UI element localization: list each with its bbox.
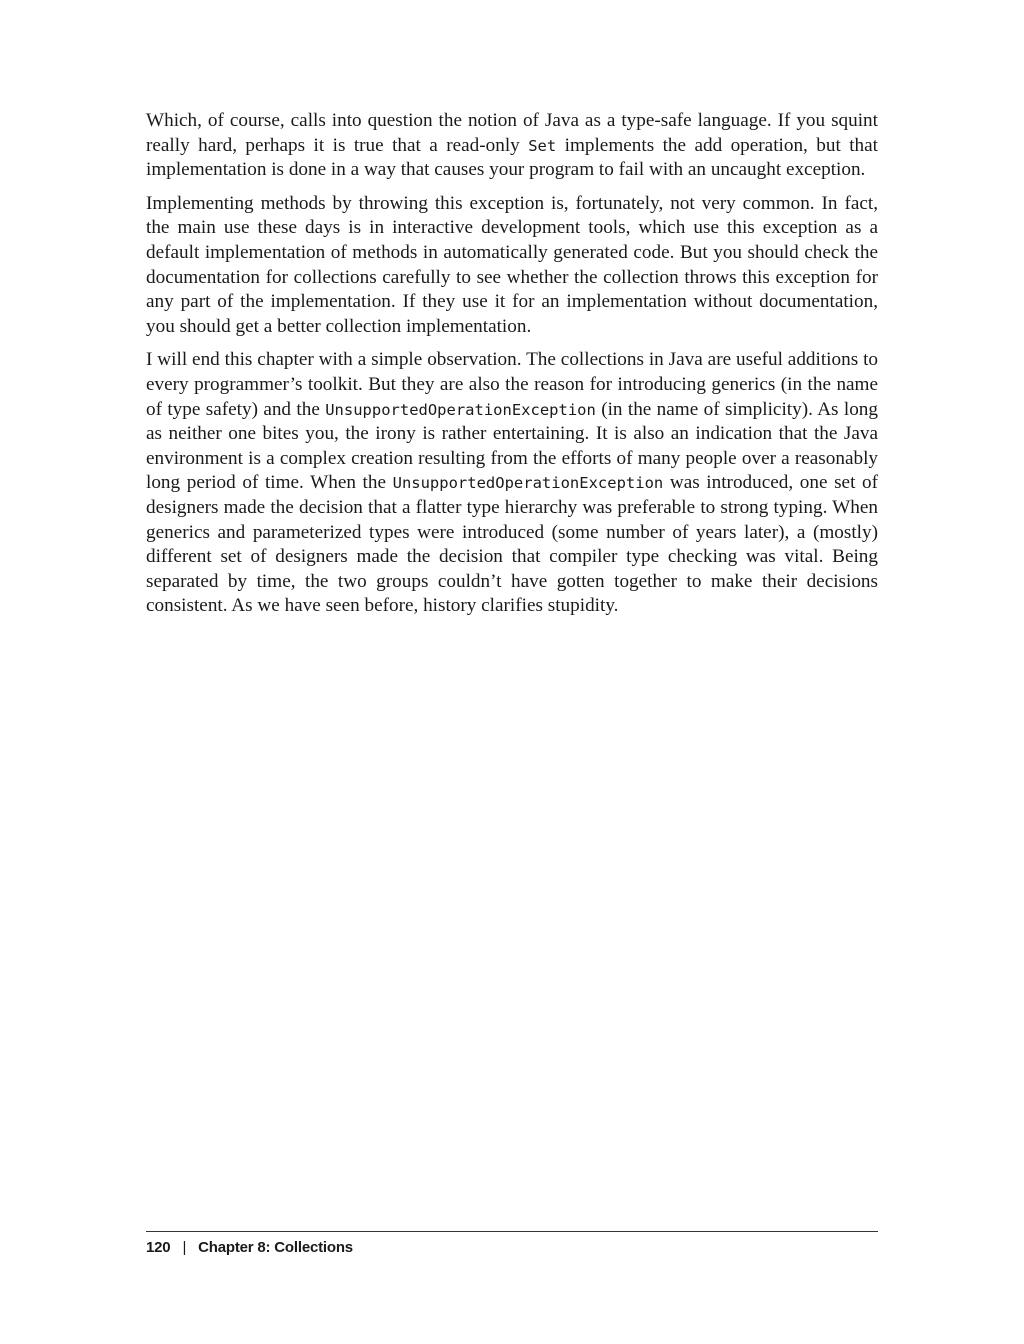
- inline-code: UnsupportedOperationException: [392, 474, 664, 493]
- inline-code: Set: [528, 136, 557, 155]
- body-text: [146, 109, 878, 628]
- text-run: (in the name of simplicity). As long as neither one bites you, the irony is rather entertaining. It is also an indication that the Java environment is a complex creation resulting from the efforts of many people over a reasonably long period of time. When the: [146, 398, 878, 494]
- inline-code: UnsupportedOperationException: [325, 400, 596, 419]
- text-run: Implementing methods by throwing this exception is, fortunately, not very common. In fact, the main use these days is in interactive development tools, which use this exception as a default implementation of methods in automatically generated code. But you should check the documentation for collections carefully to see whether the collection throws this exception for any part of the implementation. If they use it for an implementation without documentation, you should get a better collection implementation.: [146, 192, 878, 337]
- text-run: implements the add operation, but that implementation is done in a way that causes your program to fail with an uncaught exception.: [146, 134, 878, 181]
- page-footer: [146, 1239, 353, 1256]
- footer-rule: [146, 1231, 878, 1232]
- text-run: I will end this chapter with a simple observation. The collections in Java are useful additions to every programmer’s toolkit. But they are also the reason for introducing generics (in the name of type safety) and the: [146, 349, 878, 420]
- paragraph: [146, 109, 878, 183]
- paragraph: [146, 348, 878, 619]
- paragraph: [146, 192, 878, 340]
- text-run: Which, of course, calls into question the notion of Java as a type-safe language. If you squint really hard, perhaps it is true that a read-only: [146, 110, 878, 156]
- chapter-title: Chapter 8: Collections: [198, 1239, 353, 1256]
- page-number: 120: [146, 1239, 171, 1256]
- text-run: was introduced, one set of designers made the decision that a flatter type hierarchy was preferable to strong typing. When generics and parameterized types were introduced (some number of years later), a (mostly) different set of designers made the decision that compiler type checking was vital. Being separated by time, the two groups couldn’t have gotten together to make their decisions consistent. As we have seen before, history clarifies stupidity.: [146, 472, 878, 617]
- footer-separator: |: [182, 1239, 187, 1256]
